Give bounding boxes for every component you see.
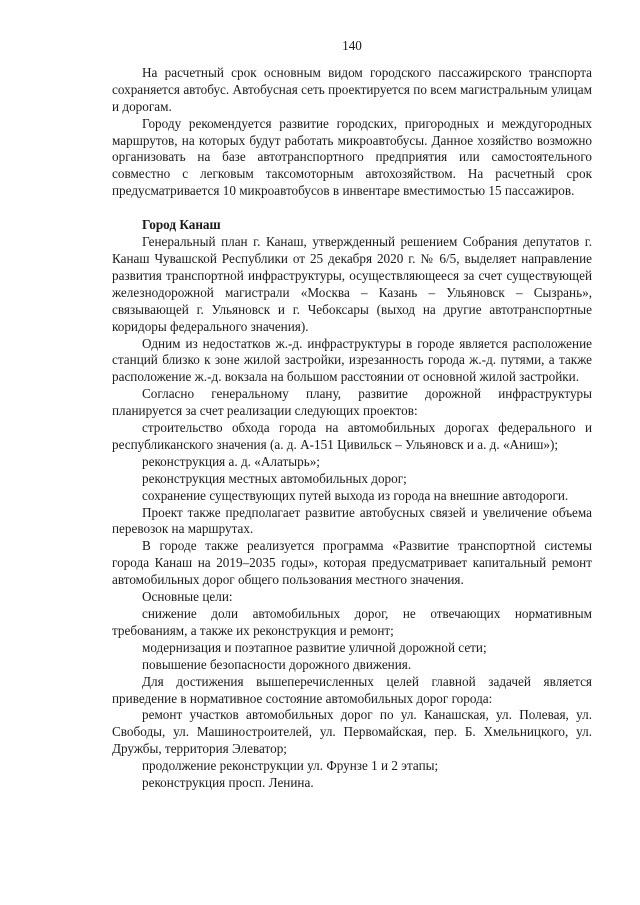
list-item-street-repairs: ремонт участков автомобильных дорог по ул. Канашская, ул. Полевая, ул. Свободы, ул. Машиностроителей, ул. Первомайская, пер. Б. Хмельницкого, ул. Дружбы, территория Элеватор; <box>112 707 592 757</box>
paragraph-minibus-routes: Городу рекомендуется развитие городских, пригородных и междугородных маршрутов, на которых будут работать микроавтобусы. Данное хозяйство возможно организовать на базе автотранспортного предприятия или самостоятельного совместно с легковым таксомоторным автохозяйством. На расчетный срок предусматривается 10 микроавтобусов в инвентаре вместимостью 15 пассажиров. <box>112 115 592 199</box>
paragraph-bus-network: На расчетный срок основным видом городского пассажирского транспорта сохраняется автобус. Автобусная сеть проектируется по всем магистральным улицам и дорогам. <box>112 64 592 114</box>
list-item-alatyr-reconstruction: реконструкция а. д. «Алатырь»; <box>142 453 320 469</box>
section-heading-kanash: Город Канаш <box>142 217 221 233</box>
paragraph-main-goals: Основные цели: <box>142 589 233 605</box>
list-item-goal-modernization: модернизация и поэтапное развитие уличной дорожной сети; <box>142 639 487 655</box>
list-item-exit-routes: сохранение существующих путей выхода из города на внешние автодороги. <box>142 487 569 503</box>
paragraph-road-projects-intro: Согласно генеральному плану, развитие дорожной инфраструктуры планируется за счет реализации следующих проектов: <box>112 386 592 419</box>
section-spacer <box>112 200 592 217</box>
list-item-lenin-reconstruction: реконструкция просп. Ленина. <box>142 775 314 791</box>
list-item-local-roads-reconstruction: реконструкция местных автомобильных дорог; <box>142 470 407 486</box>
paragraph-general-plan: Генеральный план г. Канаш, утвержденный решением Собрания депутатов г. Канаш Чувашской Республики от 25 декабря 2020 г. № 6/5, выделяет направление развития транспортной инфраструктуры, осуществляющееся за счет существующей железнодорожной магистрали «Москва – Казань – Ульяновск – Сызрань», связывающей г. Ульяновск и г. Чебоксары (выход на другие автотранспортные коридоры федерального значения). <box>112 234 592 334</box>
paragraph-bus-connections: Проект также предполагает развитие автобусных связей и увеличение объема перевозок на маршрутах. <box>112 504 592 537</box>
paragraph-main-task: Для достижения вышеперечисленных целей главной задачей является приведение в нормативное состояние автомобильных дорог города: <box>112 673 592 706</box>
list-item-goal-safety: повышение безопасности дорожного движения. <box>142 656 412 672</box>
list-item-bypass-construction: строительство обхода города на автомобильных дорогах федерального и республиканского значения (а. д. А-151 Цивильск – Ульяновск и а. д. «Аниш»); <box>112 420 592 452</box>
paragraph-transport-program: В городе также реализуется программа «Развитие транспортной системы города Канаш на 2019–2035 годы», которая предусматривает капитальный ремонт автомобильных дорог общего пользования местного значения. <box>112 538 592 588</box>
list-item-goal-standards: снижение доли автомобильных дорог, не отвечающих нормативным требованиям, а также их реконструкция и ремонт; <box>112 606 592 638</box>
document-page <box>112 38 592 792</box>
list-item-frunze-reconstruction: продолжение реконструкции ул. Фрунзе 1 и 2 этапы; <box>142 758 439 774</box>
paragraph-railway-drawbacks: Одним из недостатков ж.-д. инфраструктуры в городе является расположение станций близко к зоне жилой застройки, изрезанность города ж.-д. путями, а также расположение ж.-д. вокзала на большом расстоянии от основной жилой застройки. <box>112 335 592 385</box>
page-number: 140 <box>342 38 362 53</box>
